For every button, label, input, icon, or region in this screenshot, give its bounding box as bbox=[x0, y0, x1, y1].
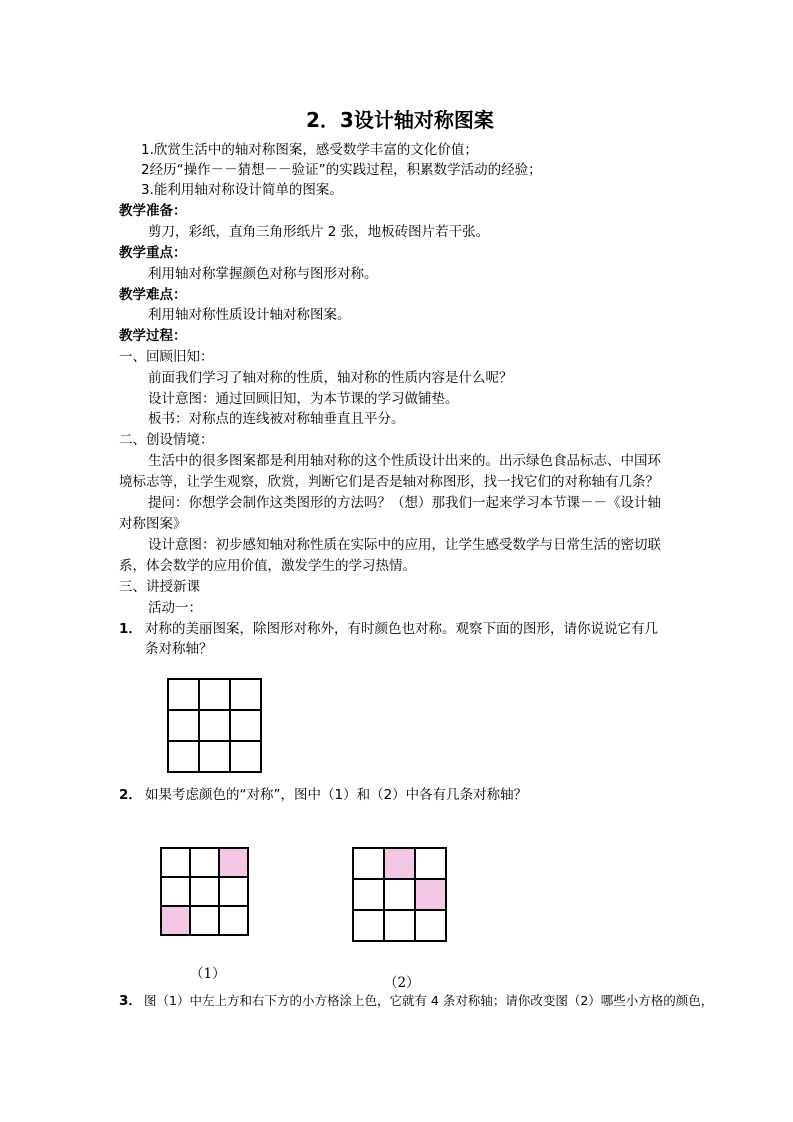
grid-cell bbox=[168, 741, 199, 772]
grid-cell bbox=[161, 848, 190, 877]
goal-3: 3.能利用轴对称设计简单的图案。 bbox=[141, 182, 343, 198]
grid-cell bbox=[415, 910, 446, 941]
section-2-line: 设计意图：初步感知轴对称性质在实际中的应用，让学生感受数学与日常生活的密切联 bbox=[148, 537, 661, 553]
section-1-heading: 一、回顾旧知： bbox=[119, 349, 214, 365]
goal-2: 2经历“操作－－猜想－－验证”的实践过程，积累数学活动的经验； bbox=[141, 162, 542, 178]
question-2-number: 2． bbox=[119, 787, 142, 803]
grid-cell bbox=[168, 679, 199, 710]
section-2-line: 提问：你想学会制作这类图形的方法吗？（想）那我们一起来学习本节课－－《设计轴 bbox=[148, 495, 661, 511]
activity-label: 活动一： bbox=[148, 600, 202, 616]
section-1-line: 前面我们学习了轴对称的性质，轴对称的性质内容是什么呢？ bbox=[148, 370, 513, 386]
prep-heading: 教学准备： bbox=[119, 203, 187, 219]
grid-figure-1 bbox=[160, 847, 249, 936]
section-2-line: 系，体会数学的应用价值，激发学生的学习热情。 bbox=[119, 558, 416, 574]
grid-cell bbox=[353, 879, 384, 910]
grid-cell bbox=[384, 879, 415, 910]
grid-cell bbox=[415, 848, 446, 879]
page-title: 2．3设计轴对称图案 bbox=[306, 108, 494, 132]
grid-cell-colored bbox=[161, 906, 190, 935]
grid-cell bbox=[199, 741, 230, 772]
figure-1-label: （1） bbox=[190, 966, 226, 982]
section-2-line: 境标志等，让学生观察，欣赏，判断它们是否是轴对称图形，找一找它们的对称轴有几条？ bbox=[119, 474, 659, 490]
section-2-line: 生活中的很多图案都是利用轴对称的这个性质设计出来的。出示绿色食品标志、中国环 bbox=[148, 453, 661, 469]
difficulty-text: 利用轴对称性质设计轴对称图案。 bbox=[148, 307, 351, 323]
figure-2-label: （2） bbox=[384, 975, 420, 991]
prep-text: 剪刀，彩纸，直角三角形纸片 2 张，地板砖图片若干张。 bbox=[148, 224, 490, 240]
question-1-line: 条对称轴？ bbox=[145, 641, 213, 657]
grid-cell bbox=[219, 906, 248, 935]
grid-cell bbox=[190, 848, 219, 877]
question-1-line: 对称的美丽图案，除图形对称外，有时颜色也对称。观察下面的图形，请你说说它有几 bbox=[145, 621, 658, 637]
process-heading: 教学过程： bbox=[119, 328, 187, 344]
question-3-text: 图（1）中左上方和右下方的小方格涂上色，它就有 4 条对称轴；请你改变图（2）哪些小方格的颜色， bbox=[144, 993, 714, 1008]
section-3-heading: 三、讲授新课 bbox=[119, 579, 200, 595]
question-1-number: 1． bbox=[119, 621, 142, 637]
grid-cell-colored bbox=[415, 879, 446, 910]
grid-cell bbox=[219, 877, 248, 906]
question-3-number: 3． bbox=[119, 993, 142, 1009]
grid-cell bbox=[168, 710, 199, 741]
grid-cell bbox=[230, 710, 261, 741]
grid-figure-plain bbox=[167, 678, 262, 773]
grid-cell bbox=[190, 877, 219, 906]
grid-cell bbox=[230, 679, 261, 710]
key-text: 利用轴对称掌握颜色对称与图形对称。 bbox=[148, 266, 378, 282]
section-2-heading: 二、创设情境： bbox=[119, 432, 214, 448]
grid-cell bbox=[384, 910, 415, 941]
key-heading: 教学重点： bbox=[119, 245, 187, 261]
section-1-line: 板书：对称点的连线被对称轴垂直且平分。 bbox=[148, 411, 405, 427]
question-2-text: 如果考虑颜色的“对称”，图中（1）和（2）中各有几条对称轴？ bbox=[145, 787, 528, 803]
goal-1: 1.欣赏生活中的轴对称图案，感受数学丰富的文化价值； bbox=[141, 142, 478, 158]
section-1-line: 设计意图：通过回顾旧知，为本节课的学习做铺垫。 bbox=[148, 391, 459, 407]
grid-cell bbox=[199, 679, 230, 710]
grid-cell bbox=[190, 906, 219, 935]
grid-cell bbox=[161, 877, 190, 906]
grid-cell bbox=[353, 910, 384, 941]
grid-cell bbox=[230, 741, 261, 772]
difficulty-heading: 教学难点： bbox=[119, 287, 187, 303]
grid-cell bbox=[199, 710, 230, 741]
grid-figure-2 bbox=[352, 847, 447, 942]
section-2-line: 对称图案》 bbox=[119, 516, 187, 532]
grid-cell-colored bbox=[384, 848, 415, 879]
grid-cell-colored bbox=[219, 848, 248, 877]
grid-cell bbox=[353, 848, 384, 879]
